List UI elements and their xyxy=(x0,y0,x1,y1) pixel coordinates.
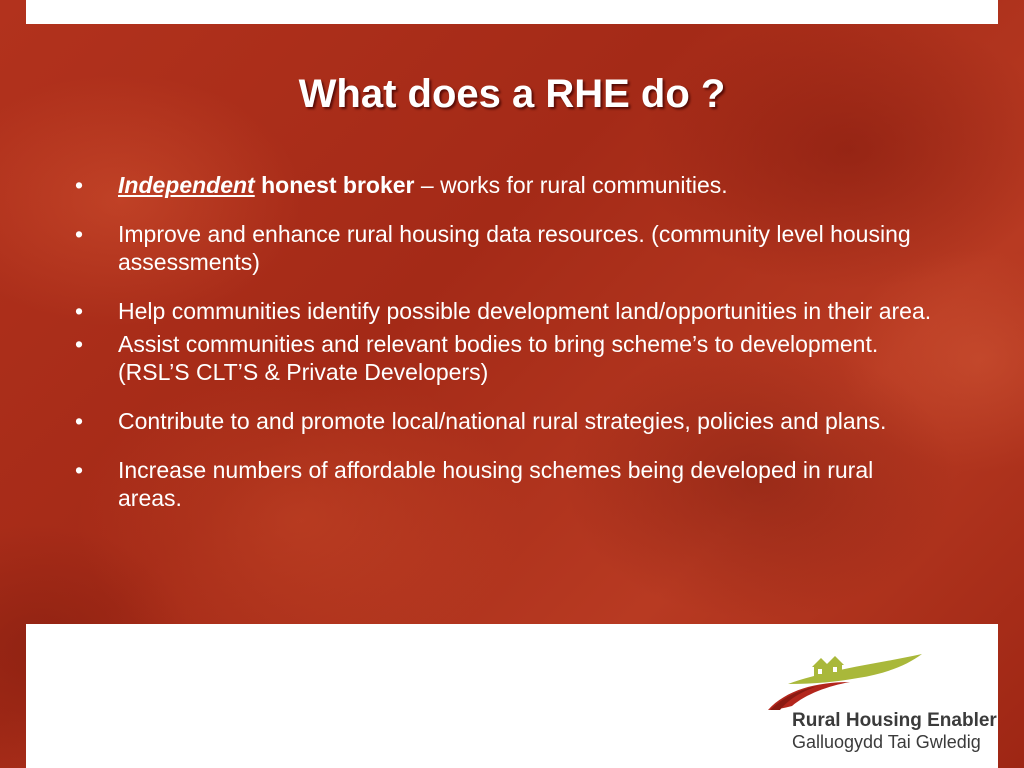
rhe-logo xyxy=(766,648,997,758)
bullet-marker: • xyxy=(75,331,84,357)
bullet-marker: • xyxy=(75,408,84,434)
house-swoosh-icon xyxy=(766,648,988,710)
bullet-text: Help communities identify possible development land/opportunities in their area. xyxy=(118,298,932,324)
bullet-marker: • xyxy=(75,221,84,247)
top-white-band xyxy=(26,0,998,24)
bullet-item xyxy=(75,220,935,276)
bullet-marker: • xyxy=(75,172,84,198)
bullet-marker: • xyxy=(75,298,84,324)
bullet-marker: • xyxy=(75,457,84,483)
bullet-text: – works for rural communities. xyxy=(414,172,728,198)
bullet-list xyxy=(75,171,935,512)
bullet-text: Contribute to and promote local/national rural strategies, policies and plans. xyxy=(118,408,887,434)
bullet-text: Improve and enhance rural housing data resources. (community level housing assessments) xyxy=(118,221,911,275)
bullet-item xyxy=(75,330,935,386)
bullet-item xyxy=(75,407,935,435)
logo-title-welsh: Galluogydd Tai Gwledig xyxy=(792,732,981,752)
bullet-text: Assist communities and relevant bodies to bring scheme’s to development. (RSL’S CLT’S & Private Developers) xyxy=(118,331,879,385)
slide-title: What does a RHE do ? xyxy=(298,72,726,116)
bullet-text: Increase numbers of affordable housing schemes being developed in rural areas. xyxy=(118,457,874,511)
bullet-item xyxy=(75,297,935,325)
strong-honest-broker: honest broker xyxy=(261,172,415,198)
bullet-item xyxy=(75,171,935,199)
emphasis-independent: Independent xyxy=(118,172,255,198)
logo-title-english: Rural Housing Enabler xyxy=(792,710,997,731)
bullet-item xyxy=(75,456,935,512)
